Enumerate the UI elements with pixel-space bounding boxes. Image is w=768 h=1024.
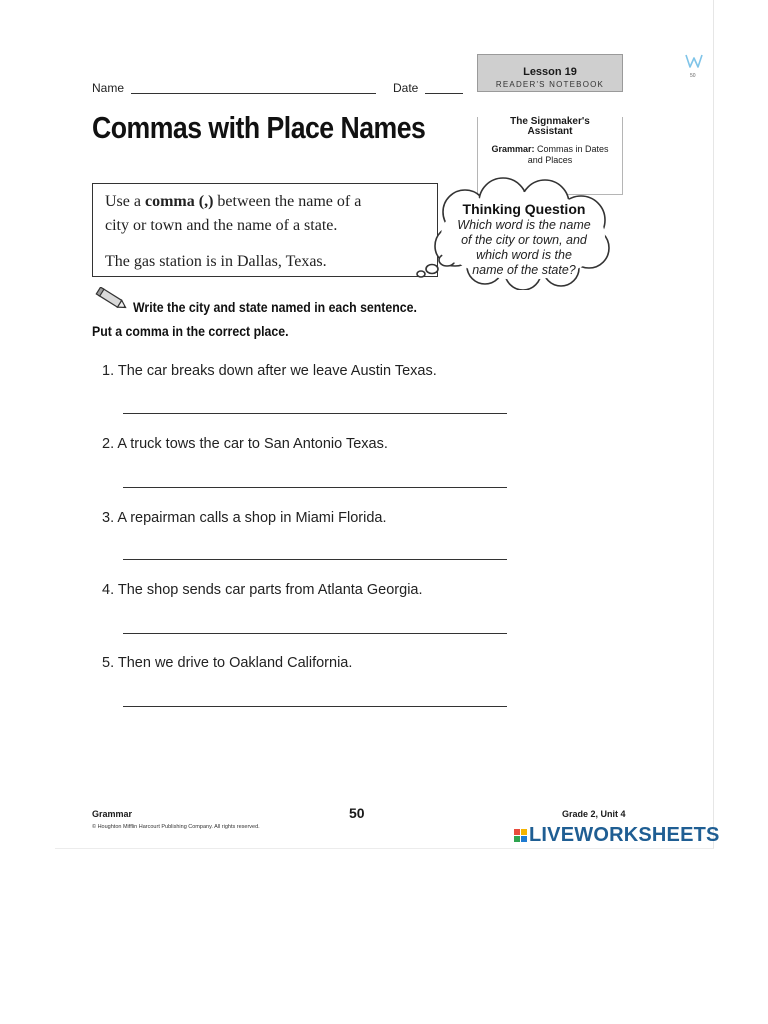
liveworksheets-logo[interactable] [514, 824, 720, 847]
side-page-number: 50 [690, 73, 696, 79]
question-5: 5. Then we drive to Oakland California. [102, 655, 353, 671]
answer-line-2[interactable] [123, 487, 507, 488]
rule-line-1 [105, 190, 361, 214]
thinking-line-2: of the city or town, and [461, 233, 587, 247]
lesson-number: Lesson 19 [523, 66, 577, 78]
directions-line-2: Put a comma in the correct place. [92, 323, 289, 339]
answer-line-4[interactable] [123, 633, 507, 634]
grammar-label: Grammar: [491, 144, 535, 154]
name-field[interactable] [131, 93, 376, 94]
date-label: Date [393, 81, 419, 95]
thinking-line-1: Which word is the name [457, 218, 591, 232]
bookmark-w-icon[interactable] [685, 53, 703, 69]
answer-line-5[interactable] [123, 706, 507, 707]
date-field[interactable] [425, 93, 463, 94]
pencil-icon [95, 287, 129, 311]
liveworksheets-logo-icon [514, 829, 527, 842]
rule-box [92, 183, 438, 277]
question-4: 4. The shop sends car parts from Atlanta Georgia. [102, 582, 423, 598]
lesson-subtitle: READER'S NOTEBOOK [495, 80, 605, 89]
question-3: 3. A repairman calls a shop in Miami Florida. [102, 510, 387, 526]
grammar-topic [478, 144, 622, 166]
grammar-topic-line2: and Places [527, 155, 573, 165]
rule-line-2: city or town and the name of a state. [105, 217, 338, 234]
rule-text-pre: Use a [105, 193, 145, 210]
rule-text-post: between the name of a [213, 193, 362, 210]
liveworksheets-brand-name: LIVEWORKSHEETS [529, 824, 720, 846]
thinking-line-4: name of the state? [472, 263, 576, 277]
worksheet-page [55, 0, 720, 849]
grammar-topic-line1: Commas in Dates [537, 144, 609, 154]
answer-line-3[interactable] [123, 559, 507, 560]
story-title: The Signmaker's Assistant [510, 116, 590, 137]
copyright: © Houghton Mifflin Harcourt Publishing Company. All rights reserved. [92, 824, 260, 830]
thinking-line-3: which word is the [476, 248, 572, 262]
question-1: 1. The car breaks down after we leave Austin Texas. [102, 363, 437, 379]
directions-line-1: Write the city and state named in each sentence. [133, 299, 417, 315]
thinking-question [439, 201, 609, 278]
question-2: 2. A truck tows the car to San Antonio Texas. [102, 436, 388, 452]
rule-example: The gas station is in Dallas, Texas. [105, 253, 327, 270]
footer-subject: Grammar [92, 809, 133, 819]
thinking-question-title: Thinking Question [462, 201, 586, 217]
footer-page-number: 50 [349, 805, 365, 821]
footer-grade: Grade 2, Unit 4 [562, 809, 626, 819]
lesson-banner [477, 54, 623, 92]
page-title: Commas with Place Names [92, 110, 426, 145]
name-label: Name [92, 81, 125, 95]
rule-keyword: comma (,) [144, 193, 214, 210]
answer-line-1[interactable] [123, 413, 507, 414]
thinking-question-body [439, 218, 609, 278]
